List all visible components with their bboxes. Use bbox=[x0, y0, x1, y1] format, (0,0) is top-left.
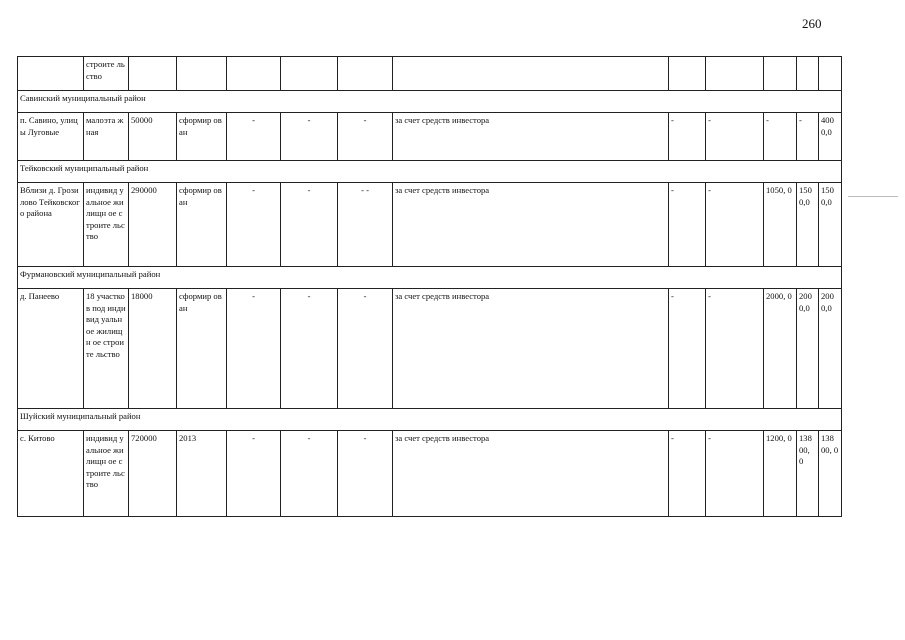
table-cell bbox=[669, 57, 706, 91]
table-row bbox=[18, 289, 842, 409]
table-cell bbox=[227, 57, 281, 91]
table-row bbox=[18, 431, 842, 517]
dash-cell: - bbox=[227, 113, 281, 161]
region-header-row bbox=[18, 409, 842, 431]
area-cell: 50000 bbox=[129, 113, 177, 161]
value-cell: - bbox=[706, 113, 764, 161]
area-cell: 290000 bbox=[129, 183, 177, 267]
region-name: Фурмановский муниципальный район bbox=[18, 267, 842, 289]
dash-cell: - bbox=[338, 113, 393, 161]
value-cell: 400 0,0 bbox=[819, 113, 842, 161]
value-cell: - bbox=[669, 431, 706, 517]
purpose-cell: индивид уальное жилищн ое строите льство bbox=[84, 431, 129, 517]
dash-cell: - bbox=[281, 289, 338, 409]
funding-cell: за счет средств инвестора bbox=[393, 183, 669, 267]
location-cell: Вблизи д. Грозилово Тейковског о района bbox=[18, 183, 84, 267]
area-cell: 18000 bbox=[129, 289, 177, 409]
continuation-row bbox=[18, 57, 842, 91]
table-cell bbox=[819, 57, 842, 91]
status-cell: 2013 bbox=[177, 431, 227, 517]
region-name: Тейковский муниципальный район bbox=[18, 161, 842, 183]
region-header-row bbox=[18, 161, 842, 183]
location-cell: с. Китово bbox=[18, 431, 84, 517]
dash-cell: - bbox=[227, 289, 281, 409]
funding-cell: за счет средств инвестора bbox=[393, 113, 669, 161]
table-row bbox=[18, 183, 842, 267]
value-cell: - bbox=[797, 113, 819, 161]
investment-sites-table bbox=[17, 56, 842, 517]
table-cell bbox=[177, 57, 227, 91]
value-cell: 1050, 0 bbox=[764, 183, 797, 267]
table-cell bbox=[393, 57, 669, 91]
location-cell: д. Панеево bbox=[18, 289, 84, 409]
dash-cell: - bbox=[227, 431, 281, 517]
value-cell: - bbox=[764, 113, 797, 161]
area-cell: 720000 bbox=[129, 431, 177, 517]
value-cell: - bbox=[706, 289, 764, 409]
funding-cell: за счет средств инвестора bbox=[393, 289, 669, 409]
value-cell: 138 00, 0 bbox=[819, 431, 842, 517]
table-cell bbox=[706, 57, 764, 91]
region-header-row bbox=[18, 267, 842, 289]
table-row bbox=[18, 113, 842, 161]
value-cell: 150 0,0 bbox=[797, 183, 819, 267]
scan-line-artifact bbox=[848, 196, 898, 197]
status-cell: сформир ован bbox=[177, 113, 227, 161]
dash-cell: - bbox=[338, 289, 393, 409]
page-number: 260 bbox=[802, 16, 822, 31]
value-cell: 2000, 0 bbox=[764, 289, 797, 409]
value-cell: - bbox=[706, 431, 764, 517]
purpose-cell: строите льство bbox=[84, 57, 129, 91]
dash-cell: - bbox=[227, 183, 281, 267]
value-cell: - bbox=[669, 289, 706, 409]
value-cell: 200 0,0 bbox=[797, 289, 819, 409]
purpose-cell: индивид уальное жилищн ое строите льство bbox=[84, 183, 129, 267]
value-cell: - bbox=[706, 183, 764, 267]
value-cell: 138 00, 0 bbox=[797, 431, 819, 517]
value-cell: - bbox=[669, 183, 706, 267]
dash-cell: - bbox=[281, 113, 338, 161]
location-cell: п. Савино, улицы Луговые bbox=[18, 113, 84, 161]
table-cell bbox=[281, 57, 338, 91]
table-cell bbox=[764, 57, 797, 91]
value-cell: 200 0,0 bbox=[819, 289, 842, 409]
status-cell: сформир ован bbox=[177, 183, 227, 267]
region-name: Савинский муниципальный район bbox=[18, 91, 842, 113]
dash-cell: - - bbox=[338, 183, 393, 267]
purpose-cell: малоэта жная bbox=[84, 113, 129, 161]
table-cell bbox=[129, 57, 177, 91]
status-cell: сформир ован bbox=[177, 289, 227, 409]
value-cell: 1200, 0 bbox=[764, 431, 797, 517]
table-cell bbox=[338, 57, 393, 91]
purpose-cell: 18 участко в под индивид уальное жилищн ое строите льство bbox=[84, 289, 129, 409]
value-cell: - bbox=[669, 113, 706, 161]
region-name: Шуйский муниципальный район bbox=[18, 409, 842, 431]
table-cell bbox=[18, 57, 84, 91]
funding-cell: за счет средств инвестора bbox=[393, 431, 669, 517]
dash-cell: - bbox=[338, 431, 393, 517]
dash-cell: - bbox=[281, 183, 338, 267]
table-cell bbox=[797, 57, 819, 91]
region-header-row bbox=[18, 91, 842, 113]
value-cell: 150 0,0 bbox=[819, 183, 842, 267]
dash-cell: - bbox=[281, 431, 338, 517]
